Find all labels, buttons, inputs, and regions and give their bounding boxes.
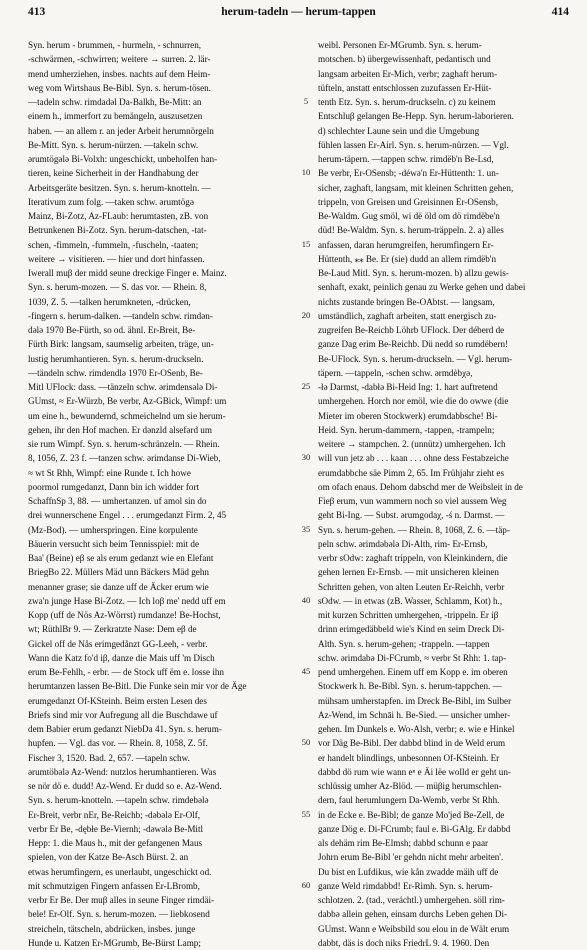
text-line: Iterativum zum folg. —taken schw. ərumtögə <box>28 196 194 207</box>
text-line: dabbə allein gehen, einsam durchs Leben gehen Di- <box>318 909 508 920</box>
line-number: 45 <box>301 666 311 676</box>
text-line: GUmst. Wann e Weibsbild sou elou in de Wält erum <box>318 923 510 934</box>
text-line: umhergehen. Horch nor emöl, wie die do owwe (die <box>318 396 509 407</box>
text-line: Er-Breit, verbr nEr, Be-Reichb; -dəbələ Er-Olf, <box>28 809 201 820</box>
line-number: 25 <box>301 381 311 391</box>
text-line: sOdw. — in etwas (zB. Wasser, Schlamm, Kot) h., <box>318 595 503 606</box>
text-line: hupfen. — Vgl. das vor. — Rhein. 8, 1058, Z. 5f. <box>28 738 208 749</box>
text-line: erumdabbche säe Pimm 2, 65. Im Frühjahr zieht es <box>318 467 505 478</box>
text-line: Wann die Katz fo'd iβ, danze die Mais uff 'm Disch <box>28 652 215 663</box>
text-line: GUmst, ≈ Er-Würzb, Be verbr, Az-GBick, Wimpf: um <box>28 396 227 407</box>
text-line: -schwärmen, -schwirren; weitere → surren. 2. lär- <box>28 54 211 65</box>
text-line: Gickel off de Nås erimgedånzt GG-Leeh, - verbr. <box>28 638 208 649</box>
text-line: herumtanzen lassen Be-Bitl. Die Funke sein mir vor de Äge <box>28 681 247 692</box>
text-line: Syn. s. herum-gehen. — Rhein. 8, 1068, Z. 6. —täp- <box>318 524 510 535</box>
text-line: -łə Darmst, -dabłə Bi-Heid Ing: 1. hart auftretend <box>318 382 498 392</box>
text-line: einem h., immerfort zu bemängeln, auszusetzen <box>28 111 203 122</box>
text-line: ganze Dög e. Di-FCrumb; faul e. Bi-GAlg. Er dabbd <box>318 823 511 834</box>
text-line: Fürth Birk: langsam, saumselig arbeiten, träge, un- <box>28 339 214 350</box>
line-number: 15 <box>301 238 311 249</box>
text-line: Bäuerin versucht sich beim Tennisspiel: mit de <box>28 538 200 549</box>
text-line: Be-Waldm. Gug smöl, wi dë öld om dö rimdëbe'n <box>318 211 500 221</box>
text-line: Iwerall muβ der midd seune dreckige Finger e. Mainz. <box>28 268 227 278</box>
text-line: herum-täpern. —tappen schw. rimdëb'n Be-Lsd, <box>318 154 494 164</box>
text-line: bele! Er-Olf. Syn. s. herum-mozen. — liebkosend <box>28 909 210 920</box>
text-line: weitere → stampchen. 2. (unnütz) umhergehen. Ich <box>318 439 506 449</box>
page-number-right: 414 <box>551 6 569 18</box>
text-line: er handelt blindlings, unbesonnen Of-KSteinh. Er <box>318 752 500 763</box>
text-line: motschen. b) übergewissenhaft, pedantisch und <box>318 54 491 65</box>
text-line: peln schw. ərimdəbələ Di-Alth, rim- Er-Ernsb, <box>318 538 488 549</box>
line-number: 5 <box>303 96 309 106</box>
text-line: gehen. Im Dunkels e. Wo-Alsh, verbr; e. wie e Hinkel <box>318 724 515 734</box>
text-line: ganze Dag erim Be-Reichb. Dü nedd so rumdëbern! <box>318 339 509 350</box>
text-line: ərumtöbələ Az-Wend: nutzlos herumhantieren. Was <box>28 766 217 777</box>
text-line: Hüttenth, ⁎⁎ Be. Er (sie) dudd an allem rimdëb'n <box>318 253 497 264</box>
text-line: mit kurzen Schritten umhergehen, -trippeln. Er iβ <box>318 610 499 620</box>
text-line: gehen lernen Er-Ernsb. — mit unsicheren kleinen <box>318 567 499 578</box>
running-header <box>28 6 569 22</box>
text-line: dabbt, däs is doch niks FriedrL 9. 4. 1960. Den <box>318 937 490 948</box>
text-line: mühsam umherstapfen. im Dreck Be-Bibl, im Sulber <box>318 695 512 706</box>
text-line: ≈ wt St Rhh, Wimpf: eine Runde t. Ich howe <box>28 467 191 478</box>
text-line: Syn. s. herum-knotteln. —tapeln schw. rimdebələ <box>28 795 209 806</box>
text-line: Alth. Syn. s. herum-gehen; -trappeln. —tappen <box>318 638 490 649</box>
text-line: om ofach enaus. Dehom dabschd mer de Weibsleit in de <box>318 481 523 492</box>
right-column <box>318 38 571 948</box>
text-line: 8, 1056, Z. 23 f. —tanzen schw. ərimdanse Di-Wieb, <box>28 453 221 464</box>
text-line: Be-Laud Mitl. Syn. s. herum-mozen. b) allzu gewis- <box>318 268 509 278</box>
text-line: Heid. Syn. herum-dammern, -tappen, -trampeln; <box>318 424 495 435</box>
text-line: tüfteln, anstatt entschlossen zuzufassen Er-Hüt- <box>318 82 492 93</box>
line-number: 55 <box>301 808 311 819</box>
text-line: gehen, ihr den Hof machen. Er dənzld alsefərd um <box>28 424 212 435</box>
text-line: ganze Weld rimdabbd! Er-Rimh. Syn. s. herum- <box>318 880 493 891</box>
text-line: umständlich, zaghaft arbeiten, statt energisch zu- <box>318 310 497 321</box>
text-line: zugreifen Be-Reichb Löhrb UFlock. Der déberd de <box>318 325 505 335</box>
text-line: schen, -fimmeln, -fummeln, -fuscheln, -taaten; <box>28 239 199 250</box>
text-line: geht Bi-Ing. — Subst. ərumgodaχ, -ś n. Darmst. — <box>318 510 505 521</box>
text-line: Du bist en Lufdikus, wie kån zwadde mäih uff de <box>318 866 499 877</box>
text-line: mit schmutzigen Fingern anfassen Er-LBromb, <box>28 880 200 891</box>
text-line: etwas herumfingern, es unerlaubt, ungeschickt od. <box>28 866 212 877</box>
text-line: zwa'n junge Hase Bi-Zotz. — Ich loβ me' nedd uff em <box>28 595 226 606</box>
left-column <box>28 38 293 948</box>
line-number: 10 <box>301 167 311 178</box>
text-line: verbr Er Be, -dębłe Be-Viernh; -dəwələ Be-Mitl <box>28 823 204 834</box>
text-line: poormol rumgedanzt, Dann bin ich widder fort <box>28 481 200 492</box>
text-line: -fingern s. herum-dalken. —tandeln schw. rimdən- <box>28 310 213 321</box>
text-line: (Mz-Bod). — umherspringen. Eine korpulente <box>28 524 198 535</box>
text-line: verbr Er Be. Der muβ alles in seune Finger rimdäi- <box>28 895 215 905</box>
text-line: Fischer 3, 1520. Bad. 2, 657. —tapeln schw. <box>28 752 190 763</box>
text-line: um eine h., bewundernd, schmeichelnd um sie herum- <box>28 410 226 421</box>
header-title: herum-tadeln — herum-tappen <box>221 6 376 18</box>
text-line: anfassen, daran herumgreifen, herumfingern Er- <box>318 239 494 250</box>
line-number-gutter <box>294 38 318 890</box>
text-line: drei wunnerschene Engel . . . erumgedanzt Firm. 2, 45 <box>28 510 227 521</box>
text-line: weg vom Wirtshaus Be-Bibl. Syn. s. herum-tösen. <box>28 82 211 93</box>
text-line: dem Babier erum gedanzt NiebDa 41. Syn. s. herum- <box>28 724 222 734</box>
text-line: dələ 1970 Be-Fürth, so od. ähnl. Er-Breit, Be- <box>28 325 196 335</box>
text-line: Syn. s. herum-mozen. — S. das vor. — Rhein. 8, <box>28 282 207 293</box>
text-line: haben. — an allem r. an jeder Arbeit herumnörgeln <box>28 125 214 136</box>
line-number: 35 <box>301 523 311 534</box>
text-line: als dehäm rim Be-Elmsh; dabbd schunn e paar <box>318 838 489 848</box>
text-line: erumgedanzt Of-KSteinh. Beim ersten Lesen des <box>28 695 207 706</box>
text-line: vor Däg Be-Bibl. Der dabbd blind in de Weld erum <box>318 738 506 749</box>
text-line: trippeln, von Greisen und Greisinnen Er-OSensb, <box>318 196 499 207</box>
line-number: 60 <box>301 879 311 890</box>
text-line: weibl. Personen Er-MGrumb. Syn. s. herum- <box>318 40 482 50</box>
text-line: Mitl UFlock: dass. —tänzeln schw. ərimdensələ Di- <box>28 382 218 392</box>
text-line: Briefs sind mir vor Aufregung all die Buschdawe uf <box>28 709 218 720</box>
text-line: tenth Etz. Syn. s. herum-druckseln. c) zu keinem <box>318 97 496 107</box>
text-line: Mainz, Bi-Zotz, Az-FLaub: herumtasten, zB. von <box>28 211 209 221</box>
page-number-left: 413 <box>28 6 46 18</box>
text-line: SchaffnSp 3, 88. — umhertanzen. uf amol sin do <box>28 496 207 506</box>
text-line: erum Be-Fehlh, - erbr. — de Stock uff ëm e. losse ihn <box>28 667 224 677</box>
text-line: düd! Be-Waldm. Syn. s. herum-träppeln. 2. a) alles <box>318 225 504 236</box>
text-line: schw. ərimdabə Di-FCrumb, ≈ verbr St Rhh: 1. tap- <box>318 652 507 663</box>
text-line: in de Ecke e. Be-Bibl; de ganze Mo'jed Be-Zell, de <box>318 809 505 820</box>
text-line: dabbd dö rum wie wann eⁿ e Äi lëe wolld er geht un- <box>318 766 511 777</box>
text-line: streicheln, tätscheln, abdrücken, insbes. junge <box>28 923 196 934</box>
text-line: Mieter im oberen Stockwerk) erumdabbsche! Bi- <box>318 410 498 421</box>
text-line: Fieβ erum, vun wammern noch so viel aussem Weg <box>318 496 507 506</box>
text-line: se nör dö e. dudd! Az-Wend. Er dudd so e. Az-Wend. <box>28 781 222 791</box>
text-line: weitere → visitieren. — hier und dort hinfassen. <box>28 253 205 264</box>
text-line: Schritten gehen, von alten Leuten Er-Reichh, verbr <box>318 581 505 592</box>
text-line: Be verbr, Er-OSensb; -déwə'n Er-Hüttenth: 1. un- <box>318 168 499 179</box>
text-line: sicher, zaghaft, langsam, mit kleinen Schritten gehen, <box>318 182 514 193</box>
text-line: drinn erimgedäbbeld wie's Kind en seim Dreck Di- <box>318 624 505 635</box>
line-number: 40 <box>301 594 311 605</box>
text-line: 1039, Z. 5. —talken herumkneten, -drücken, <box>28 296 191 307</box>
text-line: Entschluβ gelangen Be-Hepp. Syn. herum-laborieren. <box>318 111 514 122</box>
text-line: Hepp: 1. die Maus h., mit der gefangenen Maus <box>28 838 203 848</box>
text-line: Syn. herum - brummen, - hurmeln, - schnurren, <box>28 40 202 50</box>
text-line: spielen, von der Katze Be-Asch Bürst. 2. an <box>28 852 189 863</box>
text-line: dern, faul herumlungern Da-Wemb, verbr St Rhh. <box>318 795 500 806</box>
text-line: Betrunkenen Bi-Zotz. Syn. herum-datschen, -tat- <box>28 225 207 236</box>
text-line: Johrn erum Be-Bibl 'er gehdn nicht mehr arbeiten'. <box>318 852 504 863</box>
line-number: 20 <box>301 309 311 320</box>
text-line: mend umherziehen, insbes. nachts auf dem Heim- <box>28 68 211 79</box>
text-line: Be-Mitt. Syn. s. herum-nürzen. —takeln schw. <box>28 139 199 150</box>
text-line: wt; RüthlBr 9. — Zerkratzte Nase: Dem eβ de <box>28 624 197 635</box>
text-line: Be-UFlock. Syn. s. herum-druckseln. — Vgl. herum- <box>318 353 513 364</box>
text-line: Kopp (uff de Nös Az-Wörrst) rumdanze! Be-Hochst, <box>28 610 221 620</box>
text-line: langsam arbeiten Er-Mich, verbr; zaghaft herum- <box>318 68 498 79</box>
line-number: 30 <box>301 452 311 463</box>
text-line: Arbeitsgeräte besitzen. Syn. s. herum-knotteln. — <box>28 182 211 193</box>
text-line: schlotzen. 2. (tad., veráchtl.) umhergehen. söll rim- <box>318 895 505 905</box>
text-line: lustig herumhantieren. Syn. s. herum-druckseln. <box>28 353 204 364</box>
text-line: Az-Wend, im Schnāi h. Be-Sied. — unsicher umher- <box>318 709 511 720</box>
text-line: Baa' (Beine) eβ se als erum gedanzt wie en Elefant <box>28 553 214 563</box>
line-number: 50 <box>301 737 311 748</box>
text-line: d) schlechter Laune sein und die Umgebung <box>318 125 480 136</box>
text-line: Hunde u. Katzen Er-MGrumb, Be-Bürst Lamp; <box>28 937 201 948</box>
text-line: sie rum Wimpf. Syn. s. herum-schränzeln. — Rhein. <box>28 439 220 449</box>
text-line: schlüssig umher Az-Blöd. — müβig herumschlen- <box>318 781 502 791</box>
text-line: fühlen lassen Er-Airl. Syn. s. herum-nürzen. — Vgl. <box>318 139 509 150</box>
text-line: nichts zustande bringen Be-OAbtst. — langsam, <box>318 296 495 307</box>
text-line: BriegBo 22. Müllers Mäd unn Bäckers Mäd gehn <box>28 567 209 578</box>
text-line: ərumtögələ Bi-Volxh: ungeschickt, unbeholfen han- <box>28 154 218 164</box>
text-line: menanner grase; sie danze uff de Äcker erum wie <box>28 581 209 592</box>
text-line: verbr sOdw: zaghaft trippeln, von Kleinkindern, die <box>318 553 508 563</box>
text-line: —tadeln schw. rimdadəl Da-Balkh, Be-Mitt: an <box>28 97 202 107</box>
text-line: will vun jetz ab . . . kaan . . . ohne dess Festabzeiche <box>318 453 509 464</box>
text-line: —tändeln schw. rimdendlə 1970 Er-OSenb, Be- <box>28 367 203 378</box>
text-line: pend umhergehen. Einem uff em Kopp e. im oberen <box>318 667 508 677</box>
text-line: tieren, keine Sicherheit in der Handhabung der <box>28 168 199 179</box>
text-line: täpern. —tappeln, -schen schw. ərmdèbχə, <box>318 367 473 378</box>
text-line: senhaft, exakt, peinlich genau zu Werke gehen und dabei <box>318 282 526 293</box>
text-line: Stockwerk h. Be-Bibl. Syn. s. herum-tappchen. — <box>318 681 502 692</box>
